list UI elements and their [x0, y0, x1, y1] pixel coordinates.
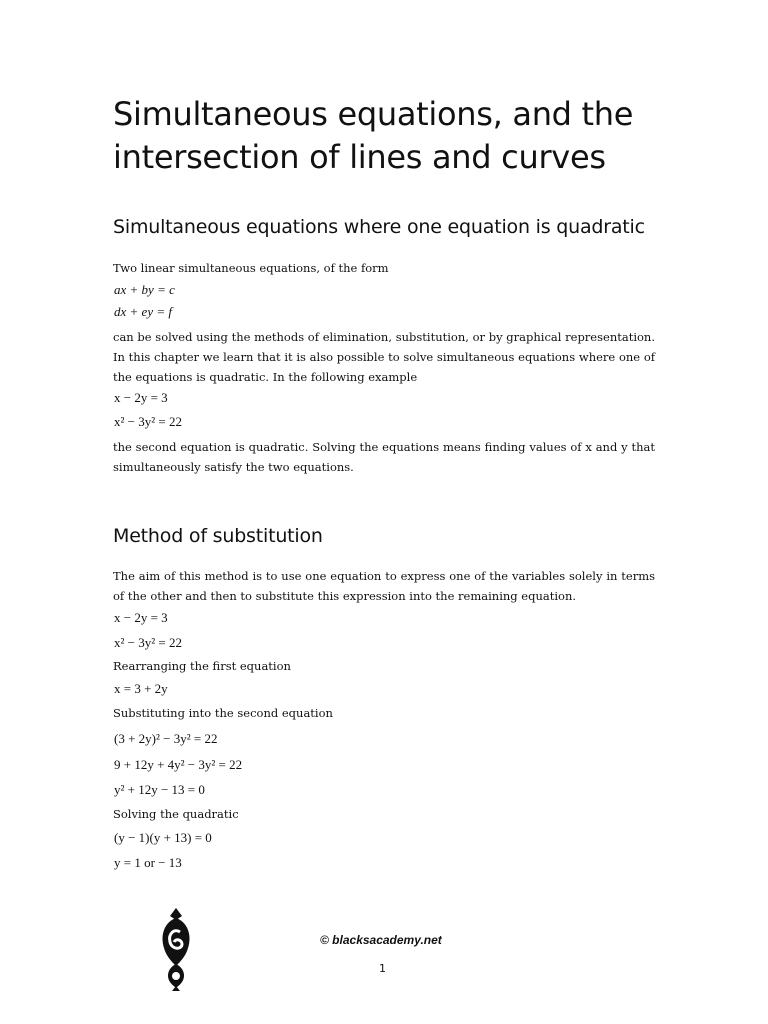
- academy-logo-icon: [158, 906, 194, 997]
- paragraph-solving: Solving the quadratic: [113, 807, 239, 821]
- equation-substituted: (3 + 2y)² − 3y² = 22: [114, 731, 218, 746]
- paragraph-intro: Two linear simultaneous equations, of the form: [113, 261, 389, 275]
- section-heading-substitution: Method of substitution: [113, 525, 323, 547]
- copyright-text: © blacksacademy.net: [320, 933, 442, 947]
- equation-expanded: 9 + 12y + 4y² − 3y² = 22: [114, 757, 243, 772]
- equation-linear-1: ax + by = c: [114, 282, 175, 297]
- paragraph-substituting: Substituting into the second equation: [113, 706, 333, 720]
- equation-example-2: x² − 3y² = 22: [114, 414, 182, 429]
- equation-linear-2: dx + ey = f: [114, 304, 172, 319]
- page-title: Simultaneous equations, and the intersection of lines and curves: [113, 95, 634, 176]
- equation-rearranged: x = 3 + 2y: [114, 681, 168, 696]
- paragraph-explanation: can be solved using the methods of elimination, substitution, or by graphical representation. In this chapter we learn that it is also possible to solve simultaneous equations where one of the equations is quadratic. In the following example: [113, 330, 655, 384]
- equation-example-1: x − 2y = 3: [114, 390, 168, 405]
- equation-factored: (y − 1)(y + 13) = 0: [114, 830, 212, 845]
- paragraph-quadratic-note: the second equation is quadratic. Solving the equations means finding values of x and y that simultaneously satisfy the two equations.: [113, 440, 655, 474]
- section-heading-quadratic: Simultaneous equations where one equation is quadratic: [113, 216, 645, 238]
- equation-quadratic: y² + 12y − 13 = 0: [114, 782, 205, 797]
- equation-sub-1: x − 2y = 3: [114, 610, 168, 625]
- paragraph-method-aim: The aim of this method is to use one equation to express one of the variables solely in terms of the other and then to substitute this expression into the remaining equation.: [113, 569, 655, 603]
- paragraph-rearranging: Rearranging the first equation: [113, 659, 291, 673]
- equation-sub-2: x² − 3y² = 22: [114, 635, 182, 650]
- equation-solution: y = 1 or − 13: [114, 855, 182, 870]
- page-number: 1: [379, 962, 386, 975]
